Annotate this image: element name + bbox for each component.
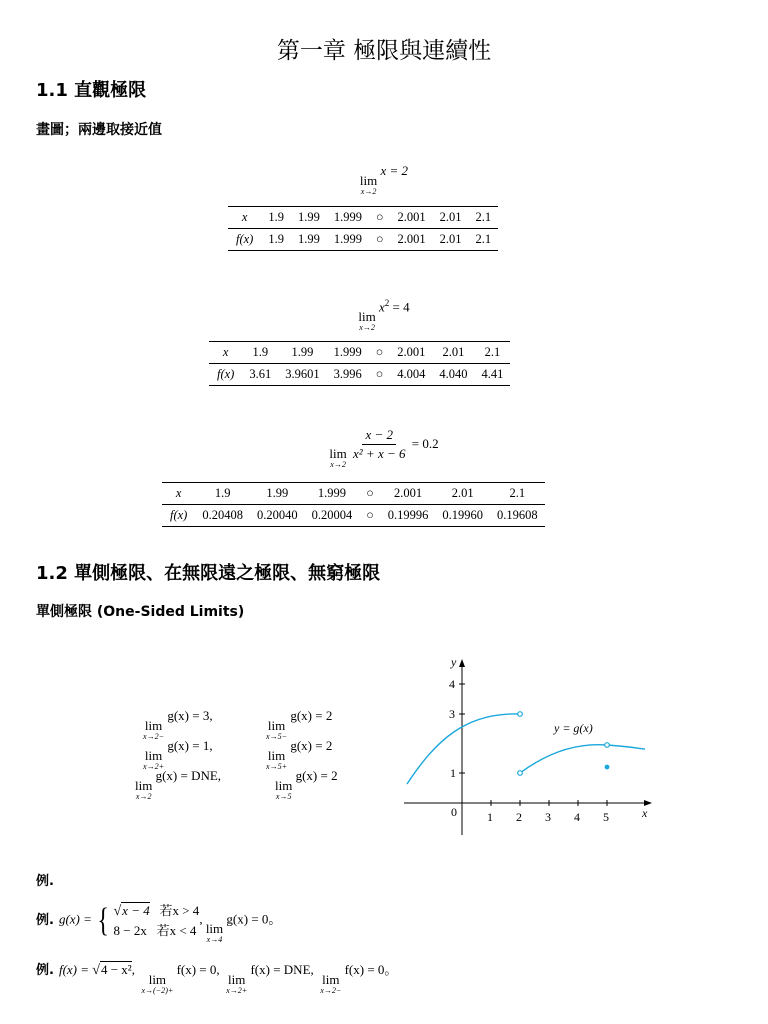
table-row: f(x) 3.61 3.9601 3.996 ○ 4.004 4.040 4.41 xyxy=(209,364,510,386)
x-tick-label: 4 xyxy=(574,810,580,824)
curve-right-branch xyxy=(520,745,645,773)
limit-equation-3: lim x→2 $\frac{x - 2}{\text{x² + x − 6}}$ = 0.2 xyxy=(329,427,439,469)
example-1: 例. xyxy=(36,874,54,889)
value-table-1 xyxy=(228,206,498,251)
table-row: f(x) 1.9 1.99 1.999 ○ 2.001 2.01 2.1 xyxy=(228,229,498,251)
limit-item: lim x→2+ g(x) = 1, xyxy=(143,738,213,771)
example-3: 例. f(x) = √4 − x², lim x→(−2)+ f(x) = 0, lim x→2+ f(x) = DNE, lim x→2− f(x) = 0。 xyxy=(36,962,398,995)
limit-item: lim x→5 g(x) = 2 xyxy=(275,768,338,801)
g-of-x-graph xyxy=(396,650,666,840)
x-tick-label: 1 xyxy=(487,810,493,824)
chapter-title: 第一章 極限與連續性 xyxy=(276,38,492,64)
open-point xyxy=(605,743,610,748)
limit-item: lim x→2− g(x) = 3, xyxy=(143,708,213,741)
example-2: 例. g(x) = { √x − 4 若x > 4 8 − 2x 若x < 4 , lim x→4 g(x) = 0。 xyxy=(36,901,282,945)
y-axis-arrow-icon xyxy=(459,659,465,667)
table-row: x 1.9 1.99 1.999 ○ 2.001 2.01 2.1 xyxy=(162,483,545,505)
section-1-2-title: 1.2 單側極限、在無限遠之極限、無窮極限 xyxy=(36,563,381,584)
section-1-2-subtitle: 單側極限 (One-Sided Limits) xyxy=(36,604,245,620)
value-table-2 xyxy=(209,341,510,386)
open-point xyxy=(518,712,523,717)
filled-point xyxy=(605,765,610,770)
open-point xyxy=(518,771,523,776)
limit-item: lim x→5− g(x) = 2 xyxy=(266,708,333,741)
table-row: f(x) 0.20408 0.20040 0.20004 ○ 0.19996 0.19960 0.19608 xyxy=(162,505,545,527)
table-row: x 1.9 1.99 1.999 ○ 2.001 2.01 2.1 xyxy=(228,207,498,229)
one-sided-limits-list xyxy=(128,704,368,804)
table-row: x 1.9 1.99 1.999 ○ 2.001 2.01 2.1 xyxy=(209,342,510,364)
curve-label: y = g(x) xyxy=(554,721,593,735)
origin-label: 0 xyxy=(451,805,457,819)
y-axis-label: y xyxy=(451,655,457,669)
x-tick-label: 5 xyxy=(603,810,609,824)
limit-equation-2: lim x→2 $x^2 = 4$ xyxy=(358,298,410,333)
limit-item: lim x→5+ g(x) = 2 xyxy=(266,738,333,771)
x-tick-label: 3 xyxy=(545,810,551,824)
x-tick-label: 2 xyxy=(516,810,522,824)
section-1-1-subtitle: 畫圖；兩邊取接近值 xyxy=(36,122,162,138)
y-tick-label: 4 xyxy=(449,677,455,691)
value-table-3 xyxy=(162,482,545,527)
limit-item: lim x→2 g(x) = DNE, xyxy=(135,768,222,801)
section-1-1-title: 1.1 直觀極限 xyxy=(36,80,147,101)
y-tick-label: 3 xyxy=(449,707,455,721)
limit-equation-1: lim x→2 x = 2 xyxy=(359,163,409,196)
x-axis-label: x xyxy=(642,806,648,820)
y-tick-label: 1 xyxy=(450,766,456,780)
